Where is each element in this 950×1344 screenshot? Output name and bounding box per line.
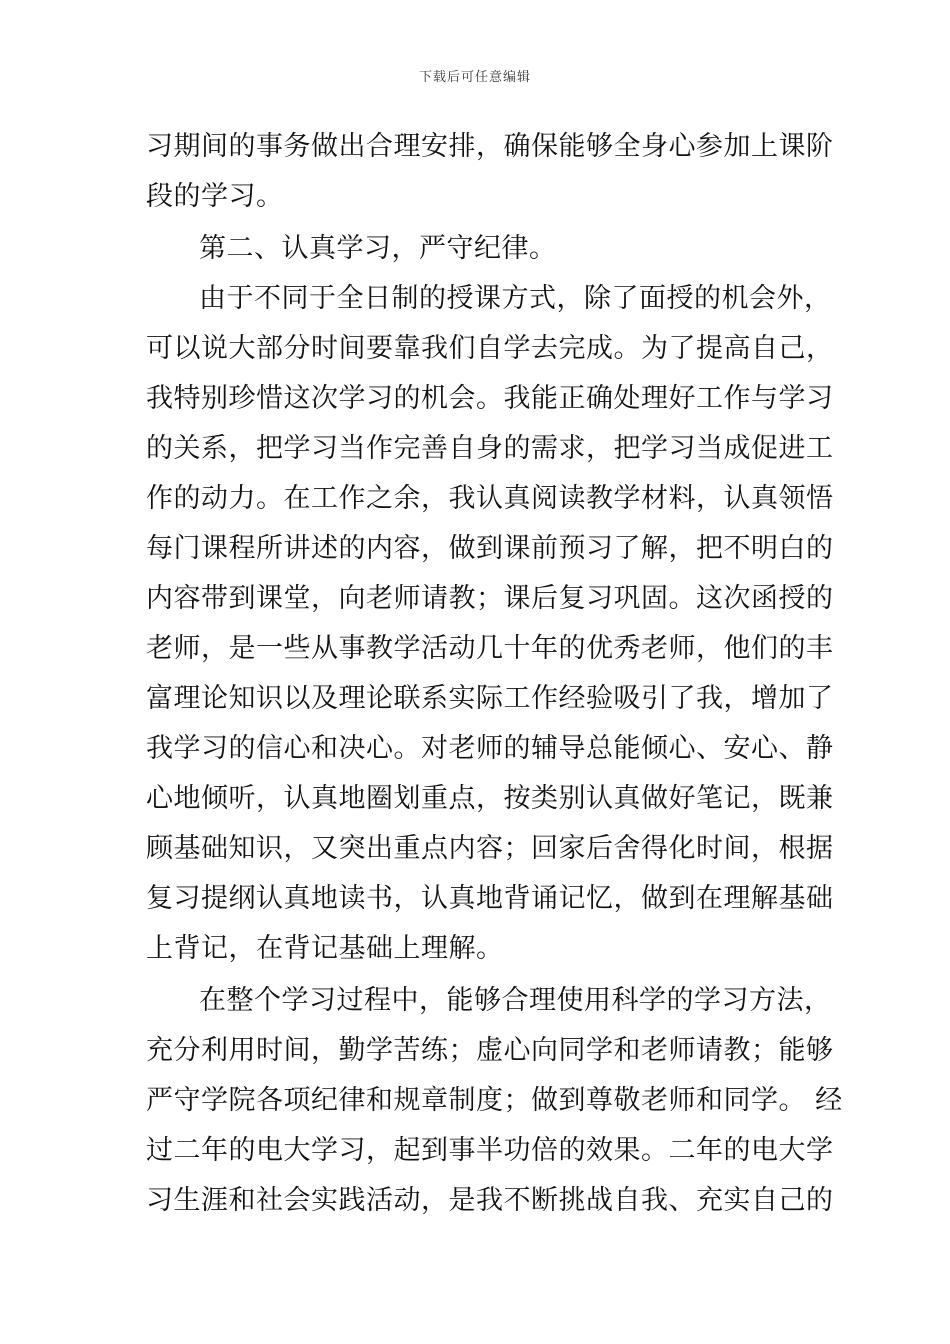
body-line: 作的动力。在工作之余，我认真阅读教学材料，认真领悟: [146, 483, 834, 514]
body-line: 心地倾听，认真地圈划重点，按类别认真做好笔记，既兼: [146, 783, 834, 814]
body-line: 每门课程所讲述的内容，做到课前预习了解，把不明白的: [146, 533, 834, 564]
body-line: 可以说大部分时间要靠我们自学去完成。为了提高自己，: [146, 333, 834, 364]
body-line: 内容带到课堂，向老师请教；课后复习巩固。这次函授的: [146, 583, 834, 614]
paragraph-start-line: 由于不同于全日制的授课方式，除了面授的机会外，: [199, 283, 832, 314]
paragraph-start-line: 在整个学习过程中，能够合理使用科学的学习方法，: [199, 985, 832, 1016]
body-line: 老师，是一些从事教学活动几十年的优秀老师，他们的丰: [146, 633, 834, 664]
body-line: 我特别珍惜这次学习的机会。我能正确处理好工作与学习: [146, 383, 834, 414]
body-line: 充分利用时间，勤学苦练；虚心向同学和老师请教；能够: [146, 1035, 834, 1066]
body-line: 习生涯和社会实践活动，是我不断挑战自我、充实自己的: [146, 1185, 834, 1216]
body-line: 的关系，把学习当作完善自身的需求，把学习当成促进工: [146, 433, 834, 464]
body-line: 严守学院各项纪律和规章制度；做到尊敬老师和同学。 经: [146, 1085, 843, 1116]
section-heading: 第二、认真学习，严守纪律。: [199, 233, 557, 264]
body-line: 富理论知识以及理论联系实际工作经验吸引了我，增加了: [146, 683, 834, 714]
body-line: 复习提纲认真地读书，认真地背诵记忆，做到在理解基础: [146, 883, 834, 914]
body-line: 上背记，在背记基础上理解。: [146, 933, 504, 964]
body-line: 顾基础知识，又突出重点内容；回家后舍得化时间，根据: [146, 833, 834, 864]
body-line: 过二年的电大学习，起到事半功倍的效果。二年的电大学: [146, 1135, 834, 1166]
body-line: 我学习的信心和决心。对老师的辅导总能倾心、安心、静: [146, 733, 834, 764]
page-header-note: 下载后可任意编辑: [418, 70, 531, 85]
body-line: 习期间的事务做出合理安排，确保能够全身心参加上课阶: [146, 131, 834, 162]
body-line: 段的学习。: [146, 181, 284, 212]
